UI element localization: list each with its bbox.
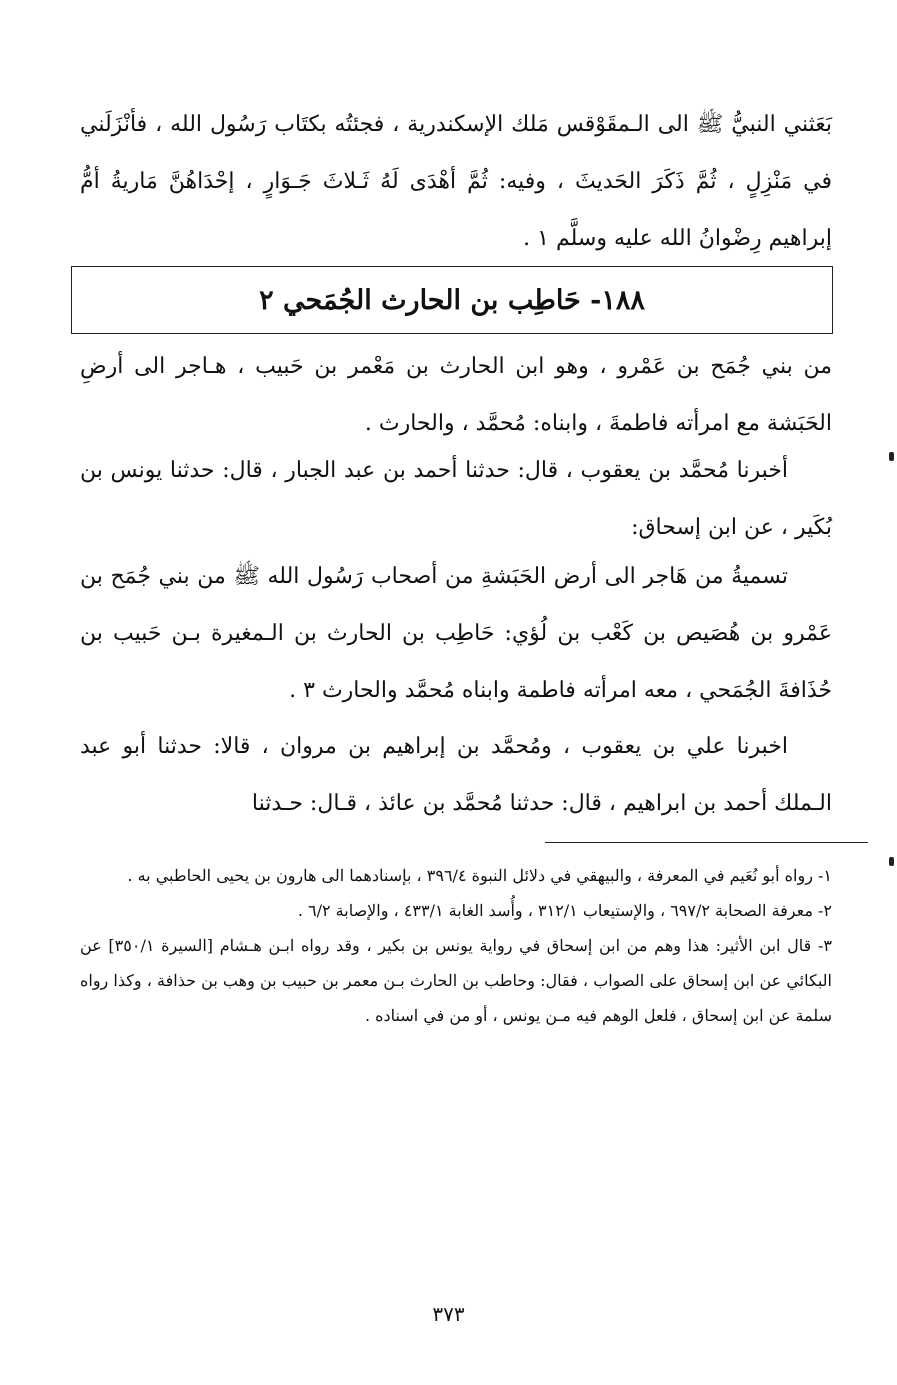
paragraph-isnad-1: أخبرنا مُحمَّد بن يعقوب ، قال: حدثنا أحمد بن عبد الجبار ، قال: حدثنا يونس بن بُكَير ، عن ابن إسحاق:: [80, 458, 832, 540]
footnote-1: ١- رواه أبو نُعَيم في المعرفة ، والبيهقي في دلائل النبوة ٣٩٦/٤ ، بإسنادهما الى هارون بن يحيى الحاطبي به .: [127, 866, 832, 885]
footnote-2: ٢- معرفة الصحابة ٦٩٧/٢ ، والإستيعاب ٣١٢/١ ، وأُسد الغابة ٤٣٣/١ ، والإصابة ٦/٢ .: [297, 901, 832, 920]
page-number: ٣٧٣: [432, 1302, 465, 1326]
paragraph-lineage: من بني جُمَح بن عَمْرو ، وهو ابن الحارث بن مَعْمر بن حَبيب ، هـاجر الى أرضِ الحَبَشة مع امرأته فاطمةَ ، وابناه: مُحمَّد ، والحارث .: [80, 354, 832, 436]
section-heading-box: [71, 266, 833, 334]
footnote-3: ٣- قال ابن الأثير: هذا وهم من ابن إسحاق في رواية يونس بن بكير ، وقد رواه ابـن هـشام [السيرة ٣٥٠/١] عن البكائي عن ابن إسحاق على الصواب ، فقال: وحاطب بن الحارث بـن معمر بن حبيب بن وهب بن حذافة ، وكذا رواه سلمة عن ابن إسحاق ، فلعل الوهم فيه مـن يونس ، أو من في اسناده .: [80, 936, 832, 1025]
paragraph-migrants-list: تسميةُ من هَاجر الى أرض الحَبَشةِ من أصحاب رَسُول الله ﷺ من بني جُمَح بن عَمْرو بن هُصَيص بن كَعْب بن لُؤي: حَاطِب بن الحارث بن الـمغيرة بـن حَبيب بن حُذَافةَ الجُمَحي ، معه امرأته فاطمة وابناه مُحمَّد والحارث ٣ .: [80, 564, 832, 703]
footnotes: [80, 858, 832, 1033]
scan-margin-mark: [889, 857, 894, 866]
paragraph-opening-narration: بَعَثني النبيُّ ﷺ الى الـمقَوْقس مَلك الإسكندرية ، فجئتُه بكتَاب رَسُول الله ، فأنْزَلَني في مَنْزِلٍ ، ثُمَّ ذَكَرَ الحَديثَ ، وفيه: ثُمَّ أهْدَى لَهُ ثَـلاثَ جَـوَارٍ ، إحْدَاهُنَّ مَاريةُ أمُّ إبراهيم رِضْوانُ الله عليه وسلَّم ١ .: [80, 112, 832, 251]
paragraph-isnad-2: اخبرنا علي بن يعقوب ، ومُحمَّد بن إبراهيم بن مروان ، قالا: حدثنا أبو عبد الـملك أحمد بن ابراهيم ، قال: حدثنا مُحمَّد بن عائذ ، قـال: حـدثنا: [80, 734, 832, 816]
scan-margin-mark: [889, 452, 894, 461]
footnote-divider: [545, 842, 868, 843]
section-heading: ١٨٨- حَاطِب بن الحارث الجُمَحي ٢: [259, 284, 645, 316]
